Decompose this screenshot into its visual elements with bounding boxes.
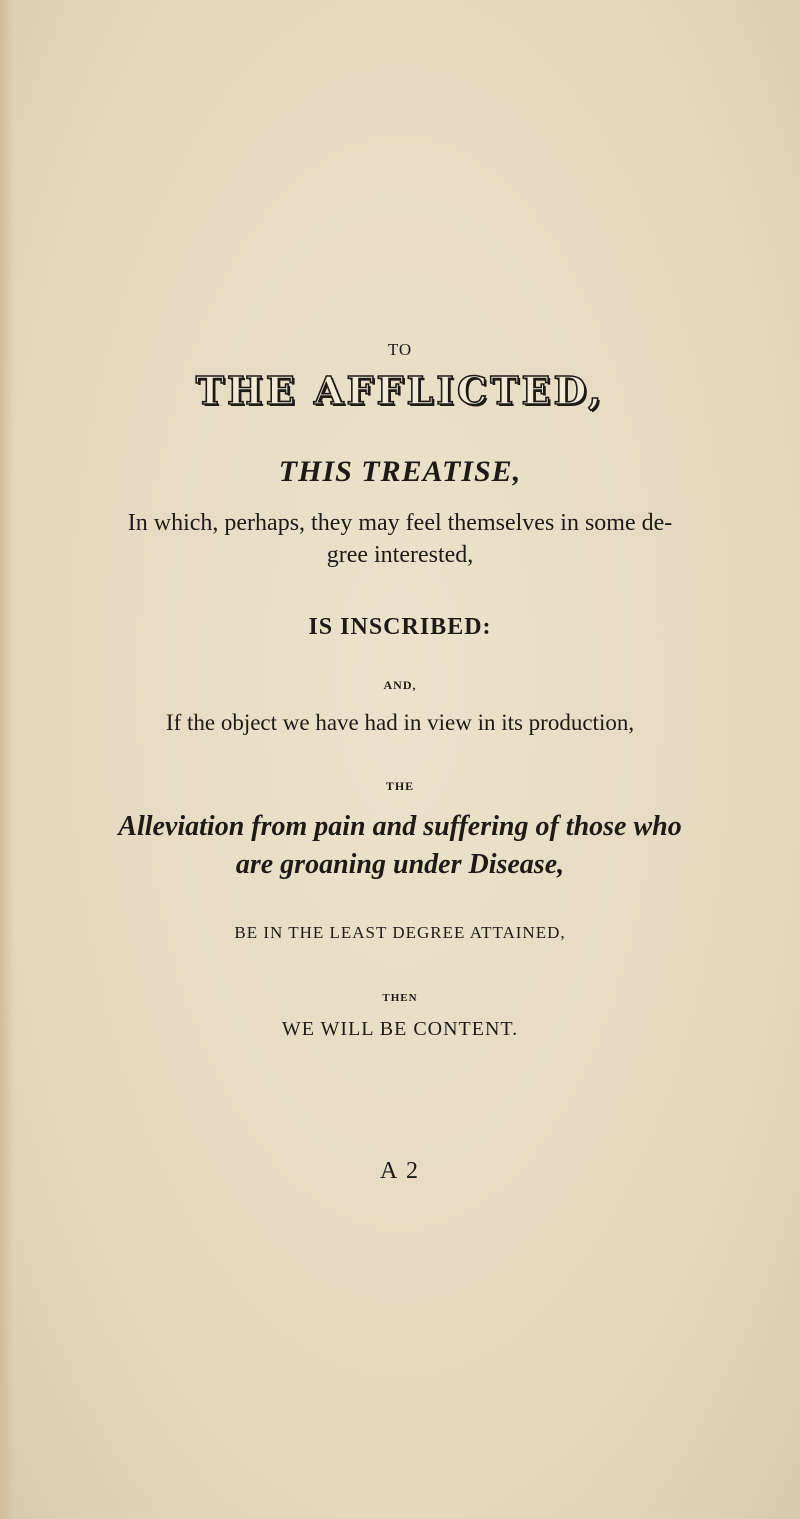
purpose-paragraph [0,507,800,571]
alleviation-paragraph [0,808,800,884]
page-fold-shadow [0,0,14,1519]
then-line: THEN [382,992,418,1004]
purpose-line-1: In which, perhaps, they may feel themselves in some de- [127,510,673,536]
addressee-heading: THE AFFLICTED, [195,368,605,413]
purpose-line-2: gree interested, [326,542,474,568]
the-line: THE [385,779,415,793]
conclusion-line: WE WILL BE CONTENT. [281,1018,519,1040]
inscribed-line: IS INSCRIBED: [308,614,492,640]
alleviation-line-1: Alleviation from pain and suffering of those who [118,811,682,842]
condition-line: If the object we have had in view in its production, [165,710,635,735]
treatise-line: THIS TREATISE, [278,455,522,488]
alleviation-line-2: are groaning under Disease, [235,849,565,880]
to-line: TO [387,340,413,359]
and-line: AND, [383,678,417,692]
degree-line: BE IN THE LEAST DEGREE ATTAINED, [234,923,566,942]
signature-mark: A 2 [379,1158,420,1184]
